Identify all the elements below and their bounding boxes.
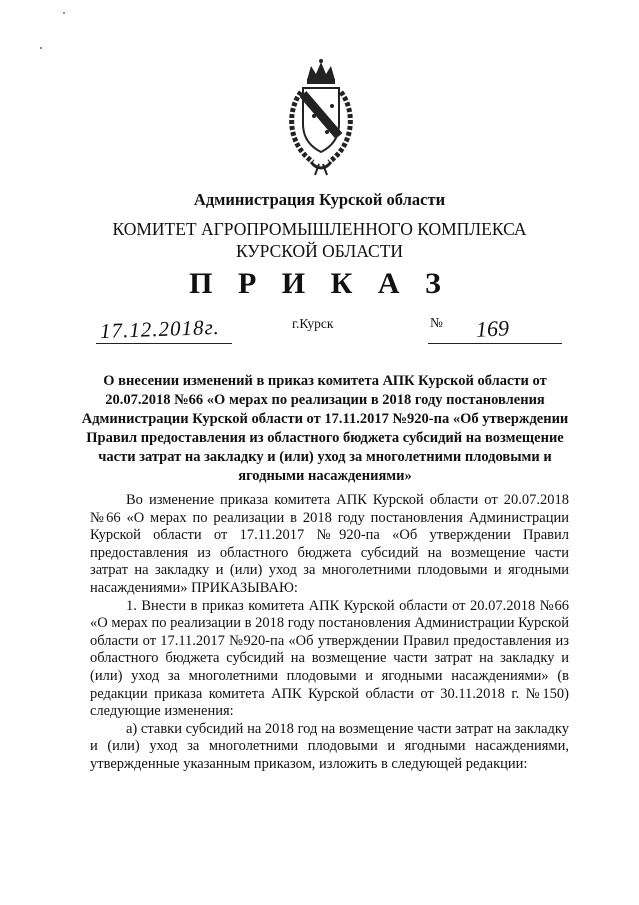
handwritten-date: 17.12.2018г. [99, 314, 221, 344]
order-subject: О внесении изменений в приказ комитета АПК Курской области от 20.07.2018 №66 «О мерах по реализации в 2018 году постановления Администрации Курской области от 17.11.2017 №920-па «Об утверждении Правил предоставления из областного бюджета субсидий на возмещение части затрат на закладку и (или) уход за многолетними плодовыми и ягодными насаждениями» [81, 373, 569, 484]
handwritten-number: 169 [475, 315, 510, 342]
city-label: г.Курск [292, 316, 334, 331]
body-paragraph: 1. Внести в приказ комитета АПК Курской области от 20.07.2018 №66 «О мерах по реализации в 2018 году постановления Администрации Курской области от 17.11.2017 №920-па «Об утверждении Правил предоставления из областного бюджета субсидий на возмещение части затрат на закладку и (или) уход за многолетними плодовыми и ягодными насаждениями» (в редакции приказа комитета АПК Курской области от 30.11.2018 г. №150) следующие изменения: [90, 597, 569, 720]
body-paragraph: а) ставки субсидий на 2018 год на возмещение части затрат на закладку и (или) уход за многолетними плодовыми и ягодными насаждениями, утвержденные указанным приказом, изложить в следующей редакции: [90, 720, 569, 772]
kursk-coat-of-arms-icon [283, 58, 359, 176]
number-sign: № [430, 315, 443, 330]
number-underline [428, 343, 562, 344]
scan-speck [63, 12, 65, 14]
body-paragraph: Во изменение приказа комитета АПК Курской области от 20.07.2018 №66 «О мерах по реализации в 2018 году постановления Администрации Курской области от 17.11.2017 №920-па «Об утверждении Правил предоставления из областного бюджета субсидий на возмещение части затрат на закладку и (или) уход за многолетними плодовыми и ягодными насаждениями» ПРИКАЗЫВАЮ: [90, 492, 569, 596]
date-underline [96, 343, 232, 344]
administration-name: Администрация Курской области [193, 190, 446, 209]
scan-speck [40, 47, 42, 49]
committee-line: КОМИТЕТ АГРОПРОМЫШЛЕННОГО КОМПЛЕКСА [112, 219, 527, 239]
committee-line: КУРСКОЙ ОБЛАСТИ [235, 241, 404, 261]
document-type-title: П Р И К А З [189, 267, 450, 300]
committee-name [0, 218, 639, 262]
order-body [90, 492, 569, 774]
